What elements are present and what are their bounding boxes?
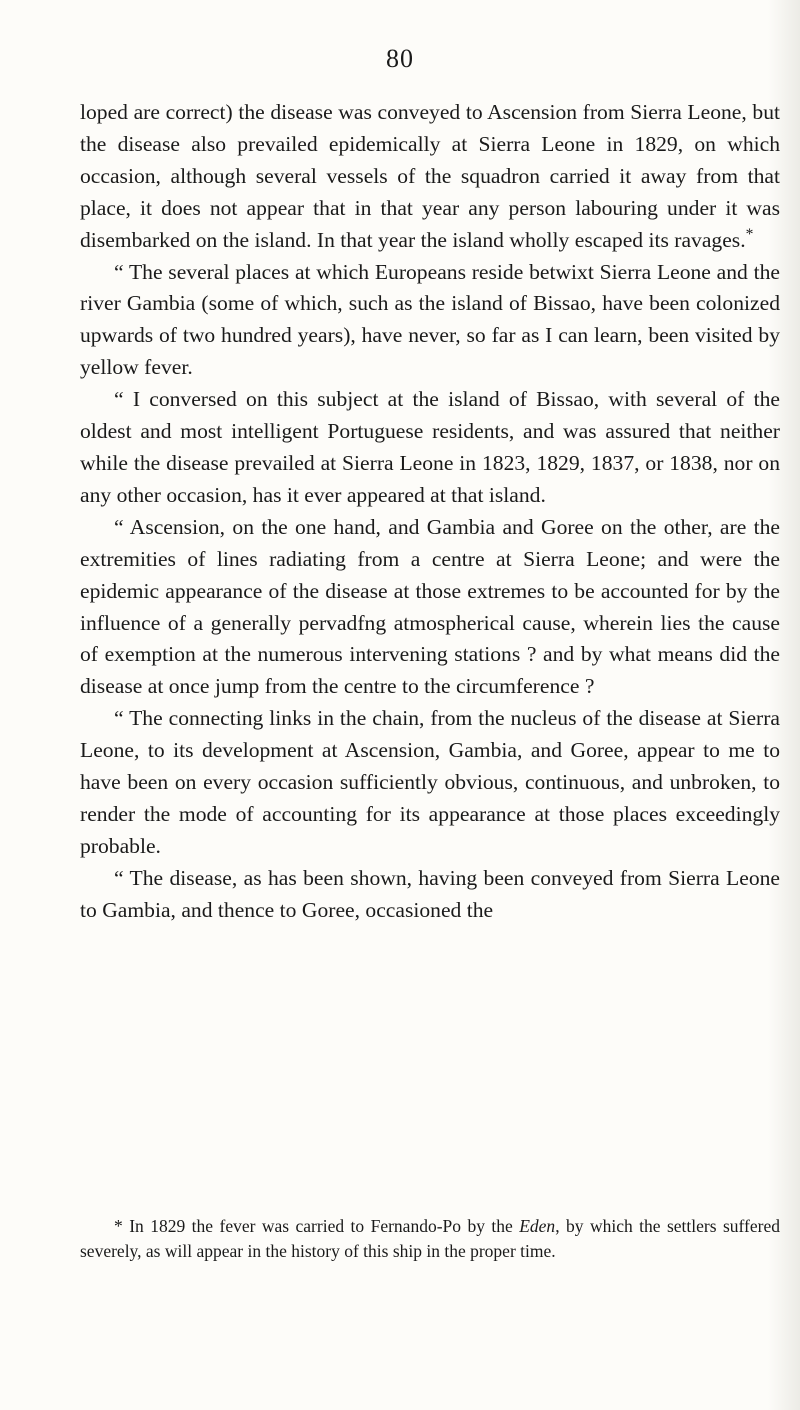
footnote-text-before: In 1829 the fever was carried to Fernando-Po by the [129, 1216, 513, 1236]
paragraph-4: “ Ascension, on the one hand, and Gambia and Goree on the other, are the extremities of lines radiating from a centre at Sierra Leone; and were the epidemic appearance of the disease at those extremes to be accounted for by the influence of a generally pervadfng atmospherical cause, wherein lies the cause of exemption at the numerous intervening stations ? and by what means did the disease at once jump from the centre to the circumference ? [80, 514, 780, 699]
body-text [80, 97, 780, 927]
footnote [80, 1214, 780, 1264]
footnote-text [80, 1214, 780, 1264]
footnote-ship-name: Eden [519, 1216, 556, 1236]
footnote-text-after: , by which the settlers suffered severely, as will appear in the history of this ship in the proper time. [80, 1216, 781, 1261]
paragraph-5: “ The connecting links in the chain, from the nucleus of the disease at Sierra Leone, to its development at Ascension, Gambia, and Goree, appear to me to have been on every occasion sufficiently obvious, continuous, and unbroken, to render the mode of accounting for its appearance at those places exceedingly probable. [80, 706, 780, 858]
paragraph-1-text: loped are correct) the disease was conveyed to Ascension from Sierra Leone, but the disease also prevailed epidemically at Sierra Leone in 1829, on which occasion, although several vessels of the squadron carried it away from that place, it does not appear that in that year any person labouring under it was disembarked on the island. In that year the island wholly escaped its ravages. [80, 100, 780, 252]
footnote-mark: * [114, 1216, 123, 1236]
paragraph-2: “ The several places at which Europeans reside betwixt Sierra Leone and the river Gambia (some of which, such as the island of Bissao, have been colonized upwards of two hundred years), have never, so far as I can learn, been visited by yellow fever. [80, 259, 780, 380]
page-number: 80 [386, 44, 414, 73]
footnote-reference-mark: * [745, 225, 754, 243]
paragraph-3: “ I conversed on this subject at the island of Bissao, with several of the oldest and most intelligent Portuguese residents, and was assured that neither while the disease prevailed at Sierra Leone in 1823, 1829, 1837, or 1838, nor on any other occasion, has it ever appeared at that island. [80, 387, 780, 507]
paragraph-1 [80, 97, 780, 257]
paragraph-6: “ The disease, as has been shown, having been conveyed from Sierra Leone to Gambia, and thence to Goree, occasioned the [80, 865, 780, 922]
